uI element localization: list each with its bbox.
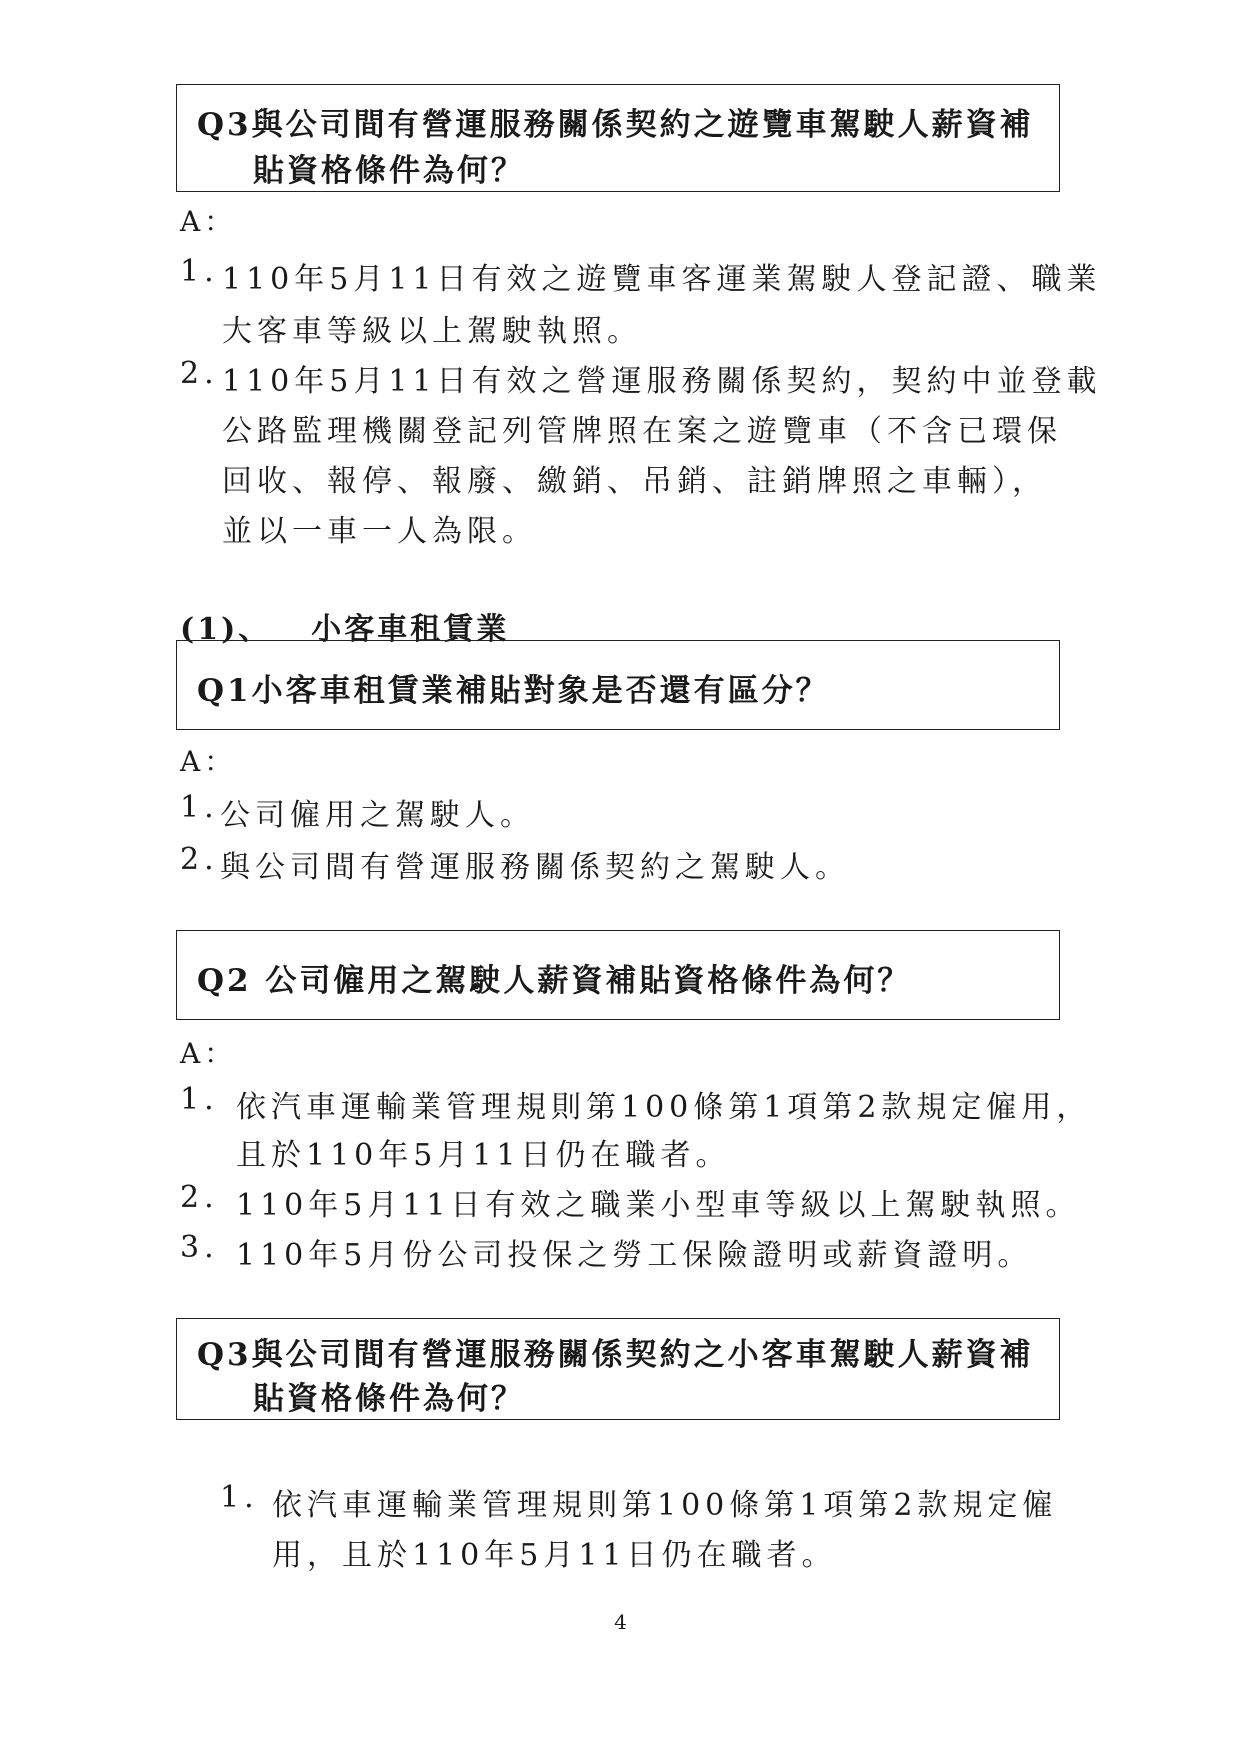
item-text-line: 與公司間有營運服務關係契約之駕駛人。 (220, 850, 850, 885)
item-text-line: 且於110年5月11日仍在職者。 (236, 1138, 731, 1173)
item-number: 2. (180, 842, 219, 877)
item-text-line: 大客車等級以上駕駛執照。 (222, 314, 642, 349)
item-text-line: 依汽車運輸業管理規則第100條第1項第2款規定僱用， (236, 1090, 1092, 1125)
subsection-title: 小客車租賃業 (311, 612, 510, 647)
item-number: 1. (180, 1082, 219, 1117)
page-number: 4 (614, 1610, 627, 1634)
item-number: 3. (180, 1230, 219, 1265)
subsection-number: (1)、 (180, 612, 272, 647)
question-line-1: Q2 公司僱用之駕駛人薪資補貼資格條件為何？ (197, 963, 912, 999)
item-number: 1. (180, 254, 219, 289)
item-text-line: 回收、報停、報廢、繳銷、吊銷、註銷牌照之車輛）， (222, 464, 1047, 499)
answer-label: A： (180, 1037, 237, 1070)
item-text-line: 110年5月11日有效之遊覽車客運業駕駛人登記證、職業 (222, 262, 1102, 297)
item-number: 2. (180, 356, 219, 391)
question-line-1: Q1小客車租賃業補貼對象是否還有區分？ (197, 673, 830, 709)
question-box-q2 (176, 930, 1060, 1020)
question-box-q3-tour-bus (176, 84, 1060, 192)
item-text-line: 用，且於110年5月11日仍在職者。 (272, 1538, 837, 1573)
item-text-line: 並以一車一人為限。 (222, 514, 537, 549)
item-text-line: 110年5月份公司投保之勞工保險證明或薪資證明。 (236, 1238, 1033, 1273)
item-text-line: 110年5月11日有效之職業小型車等級以上駕駛執照。 (236, 1188, 1081, 1223)
item-number: 1. (220, 1480, 259, 1515)
answer-label: A： (180, 205, 237, 238)
item-text-line: 公路監理機關登記列管牌照在案之遊覽車（不含已環保 (222, 414, 1062, 449)
item-number: 1. (180, 790, 219, 825)
question-line-1: Q3與公司間有營運服務關係契約之小客車駕駛人薪資補 (197, 1337, 1034, 1373)
question-line-2: 貼資格條件為何？ (253, 153, 525, 189)
question-box-q3-small-car (176, 1318, 1060, 1420)
question-box-q1 (176, 640, 1060, 730)
answer-label: A： (180, 745, 237, 778)
item-number: 2. (180, 1180, 219, 1215)
item-text-line: 110年5月11日有效之營運服務關係契約，契約中並登載 (222, 364, 1102, 399)
item-text-line: 依汽車運輸業管理規則第100條第1項第2款規定僱 (272, 1488, 1058, 1523)
question-line-1: Q3與公司間有營運服務關係契約之遊覽車駕駛人薪資補 (197, 107, 1034, 143)
question-line-2: 貼資格條件為何？ (253, 1381, 525, 1417)
item-text-line: 公司僱用之駕駛人。 (220, 798, 535, 833)
